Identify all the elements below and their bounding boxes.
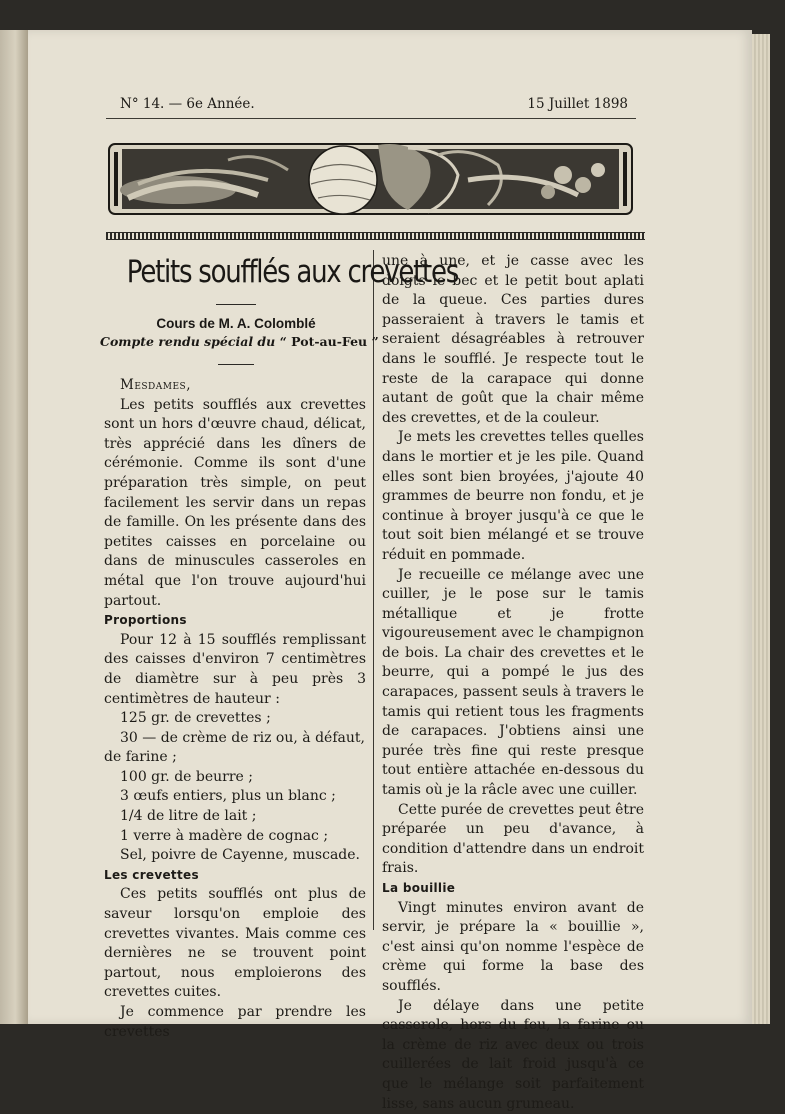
book-spine — [0, 30, 28, 1024]
salutation: Mesdames, — [120, 377, 192, 393]
ingredient-item: 100 gr. de beurre ; — [120, 768, 253, 785]
ingredient-item: 3 œufs entiers, plus un blanc ; — [120, 788, 336, 805]
intro-paragraph: Les petits soufflés aux crevettes sont un hors d'œuvre chaud, délicat, très apprécié dans les dîners de cérémonie. Comme ils sont d'une préparation très simple, on peut facilement les servir dans un repas de famille. On les présente dans des petites caisses en porcelaine ou dans de minuscules casseroles en métal que l'on trouve aujourd'hui partout. — [104, 396, 366, 609]
report-name: “ Pot-au-Feu ” — [279, 334, 379, 349]
header-rule — [106, 118, 636, 119]
commence-paragraph: Je commence par prendre les crevettes — [104, 1004, 366, 1040]
credit-rule — [218, 364, 254, 365]
article-title: Petits soufflés aux crevettes — [126, 254, 459, 290]
body-paragraph: Je recueille ce mélange avec une cuiller, je le pose sur le tamis métallique et je frotte vigoureusement avec le champignon de bois. La chair des crevettes et le beurre, qui a pompé le jus des carapaces, passent seuls à travers le tamis qui retient tous les fragments de carapaces. J'obtiens ainsi une purée très fine qui reste presque tout entière attachée en-dessous du tamis où je la râcle avec une cuiller. — [382, 566, 644, 799]
ingredient-item: Sel, poivre de Cayenne, muscade. — [120, 847, 360, 864]
ingredient-item: 1/4 de litre de lait ; — [120, 808, 257, 825]
ornamental-divider — [106, 232, 645, 240]
right-column — [382, 252, 644, 1114]
running-header — [120, 96, 628, 116]
left-column — [104, 376, 366, 1042]
proportions-paragraph: Pour 12 à 15 soufflés remplissant des caisses d'environ 7 centimètres de diamètre sur à peu près 3 centimètres de hauteur : — [104, 631, 366, 707]
column-rule — [373, 250, 374, 930]
body-paragraph: Je délaye dans une petite casserole, hors du feu, la farine ou la crème de riz avec deux ou trois cuillerées de lait froid jusqu'à ce que le mélange soit parfaitement lisse, sans aucun grumeau. — [382, 997, 644, 1112]
body-paragraph: une à une, et je casse avec les doigts le bec et le petit bout aplati de la queue. Ces parties dures passeraient à travers le tamis et seraient désagréables à retrouver dans le soufflé. Je respecte tout le reste de la carapace qui donne autant de goût que la chair même des crevettes, et de la couleur. — [382, 253, 644, 426]
body-paragraph: Vingt minutes environ avant de servir, je prépare la « bouillie », c'est ainsi qu'on nomme l'espèce de crème qui forme la base des soufflés. — [382, 899, 644, 994]
bouillie-heading: La bouillie — [382, 881, 456, 895]
title-rule — [216, 304, 256, 305]
ingredient-item: 125 gr. de crevettes ; — [120, 710, 271, 727]
vegetable-banner-illustration — [108, 140, 633, 218]
course-credit: Cours de M. A. Colomblé — [156, 316, 316, 331]
proportions-heading: Proportions — [104, 613, 187, 628]
ingredient-item: 30 — de crème de riz ou, à défaut, de farine ; — [104, 729, 365, 766]
issue-number: N° 14. — 6e Année. — [120, 96, 255, 112]
crevettes-paragraph: Ces petits soufflés ont plus de saveur lorsqu'on emploie des crevettes vivantes. Mais comme ces dernières ne se trouvent point partout, nous emploierons des crevettes cuites. — [104, 886, 366, 1001]
report-prefix: Compte rendu spécial du — [100, 334, 276, 349]
page-edges — [752, 34, 770, 1024]
ingredient-item: 1 verre à madère de cognac ; — [120, 827, 329, 844]
body-paragraph: Je mets les crevettes telles quelles dans le mortier et je les pile. Quand elles sont bien broyées, j'ajoute 40 grammes de beurre non fondu, et je continue à broyer jusqu'à ce que le tout soit bien mélangé et se trouve réduit en pommade. — [382, 429, 644, 563]
body-paragraph: Cette purée de crevettes peut être préparée un peu d'avance, à condition d'attendre dans un endroit frais. — [382, 801, 644, 877]
report-credit — [100, 334, 379, 349]
issue-date: 15 Juillet 1898 — [527, 96, 628, 112]
crevettes-heading: Les crevettes — [104, 867, 199, 882]
